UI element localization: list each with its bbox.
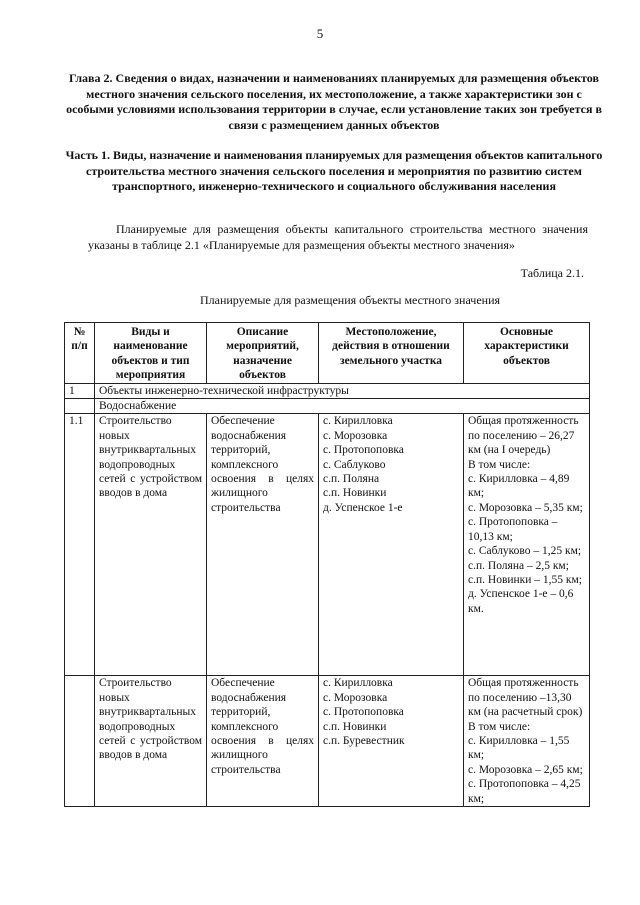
characteristic-item: В том числе:	[468, 720, 531, 733]
location-item: с. Саблуково	[323, 458, 386, 471]
characteristic-item: Общая протяженность по поселению –13,30 км (на расчетный срок)	[468, 677, 583, 719]
section-number: 1	[65, 383, 95, 398]
location-item: с. Кирилловка	[323, 677, 393, 690]
section-row	[65, 383, 590, 398]
characteristic-item: с. Протопоповка – 10,13 км;	[468, 516, 558, 543]
subsection-title: Водоснабжение	[95, 399, 590, 414]
header-type: Виды и наименование объектов и тип мероприятия	[95, 323, 207, 384]
intro-paragraph: Планируемые для размещения объекты капитального строительства местного значения указаны в таблице 2.1 «Планируемые для размещения объекты местного значения»	[88, 222, 588, 252]
characteristic-item: Общая протяженность по поселению – 26,27 км (на I очередь)	[468, 415, 579, 457]
row-description: Обеспечение водоснабжения территорий, комплексного освоения в целях жилищного строительства	[207, 676, 319, 807]
chapter-heading: Глава 2. Сведения о видах, назначении и наименованиях планируемых для размещения объектов местного значения сельского поселения, их местоположение, а также характеристики зон с особыми условиями использования территории в случае, если установление таких зон требуется в связи с размещением данных объектов	[66, 71, 602, 132]
subsection-row	[65, 399, 590, 414]
characteristic-item: с.п. Поляна – 2,5 км;	[468, 559, 569, 572]
characteristic-item: с. Протопоповка – 4,25 км;	[468, 778, 581, 805]
characteristic-item: с. Кирилловка – 4,89 км;	[468, 473, 570, 500]
characteristic-item: с. Саблуково – 1,25 км;	[468, 545, 582, 558]
characteristic-item: с. Морозовка – 2,65 км;	[468, 763, 583, 776]
location-item: с. Морозовка	[323, 691, 388, 704]
location-item: с.п. Новинки	[323, 720, 387, 733]
location-item: с. Кирилловка	[323, 415, 393, 428]
row-description: Обеспечение водоснабжения территорий, комплексного освоения в целях жилищного строительства	[207, 414, 319, 676]
table-row	[65, 414, 590, 676]
location-item: с. Протопоповка	[323, 444, 404, 457]
characteristic-item: В том числе:	[468, 458, 531, 471]
section-title: Объекты инженерно-технической инфраструктуры	[95, 383, 590, 398]
row-locations	[319, 676, 464, 807]
location-item: с. Морозовка	[323, 429, 388, 442]
row-characteristics	[464, 676, 590, 807]
location-item: с. Протопоповка	[323, 706, 404, 719]
location-item: с.п. Новинки	[323, 487, 387, 500]
row-type: Строительство новых внутриквартальных водопроводных сетей с устройством вводов в дома	[95, 414, 207, 676]
table-header-row	[65, 323, 590, 384]
row-number: 1.1	[65, 414, 95, 676]
row-number	[65, 676, 95, 807]
header-characteristics: Основные характеристики объектов	[464, 323, 590, 384]
header-location: Местоположение, действия в отношении земельного участка	[319, 323, 464, 384]
characteristic-item: с. Морозовка – 5,35 км;	[468, 501, 583, 514]
table-label: Таблица 2.1.	[520, 266, 584, 280]
header-description: Описание мероприятий, назначение объектов	[207, 323, 319, 384]
location-item: д. Успенское 1-е	[323, 501, 403, 514]
location-item: с.п. Буревестник	[323, 735, 405, 748]
part-heading: Часть 1. Виды, назначение и наименования планируемых для размещения объектов капитального строительства местного значения сельского поселения и мероприятия по развитию систем транспортного, инженерно-технического и социального обслуживания населения	[65, 148, 603, 193]
page-number: 5	[316, 26, 324, 41]
header-number: № п/п	[65, 323, 95, 384]
table-row	[65, 676, 590, 807]
planned-objects-table	[64, 322, 590, 807]
characteristic-item: д. Успенское 1-е – 0,6 км.	[468, 588, 574, 615]
row-locations	[319, 414, 464, 676]
characteristic-item: с.п. Новинки – 1,55 км;	[468, 573, 582, 586]
row-type: Строительство новых внутриквартальных водопроводных сетей с устройством вводов в дома	[95, 676, 207, 807]
table-title: Планируемые для размещения объекты местного значения	[199, 293, 501, 307]
row-characteristics	[464, 414, 590, 676]
location-item: с.п. Поляна	[323, 473, 380, 486]
characteristic-item: с. Кирилловка – 1,55 км;	[468, 735, 570, 762]
subsection-number-cell	[65, 399, 95, 414]
